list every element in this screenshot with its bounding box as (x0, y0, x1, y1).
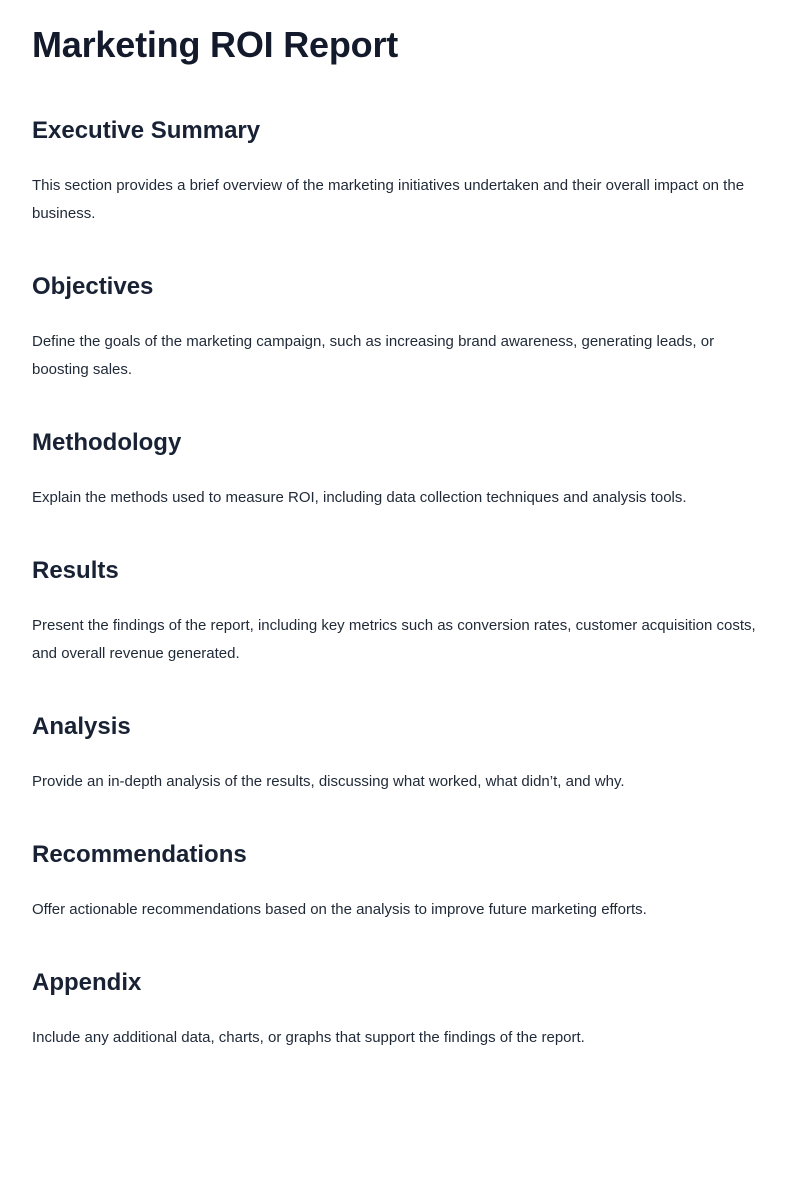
section-heading: Appendix (32, 969, 142, 996)
section-results (32, 556, 768, 668)
section-body: Present the findings of the report, including key metrics such as conversion rates, customer acquisition costs, and overall revenue generated. (32, 617, 756, 662)
section-recommendations (32, 840, 768, 924)
section-heading: Executive Summary (32, 117, 261, 144)
section-body: This section provides a brief overview of the marketing initiatives undertaken and their overall impact on the business. (32, 177, 745, 222)
section-body: Provide an in-depth analysis of the results, discussing what worked, what didn’t, and why. (32, 773, 625, 790)
section-executive-summary (32, 116, 768, 228)
page-title: Marketing ROI Report (32, 24, 399, 65)
section-appendix (32, 968, 768, 1052)
section-methodology (32, 428, 768, 512)
section-heading: Objectives (32, 273, 154, 300)
section-heading: Analysis (32, 713, 131, 740)
section-body: Explain the methods used to measure ROI, including data collection techniques and analysis tools. (32, 489, 687, 506)
section-heading: Results (32, 557, 119, 584)
section-body: Offer actionable recommendations based on the analysis to improve future marketing efforts. (32, 901, 647, 918)
section-objectives (32, 272, 768, 384)
section-heading: Recommendations (32, 841, 247, 868)
section-heading: Methodology (32, 429, 182, 456)
section-body: Define the goals of the marketing campaign, such as increasing brand awareness, generating leads, or boosting sales. (32, 333, 715, 378)
section-body: Include any additional data, charts, or graphs that support the findings of the report. (32, 1029, 585, 1046)
section-analysis (32, 712, 768, 796)
